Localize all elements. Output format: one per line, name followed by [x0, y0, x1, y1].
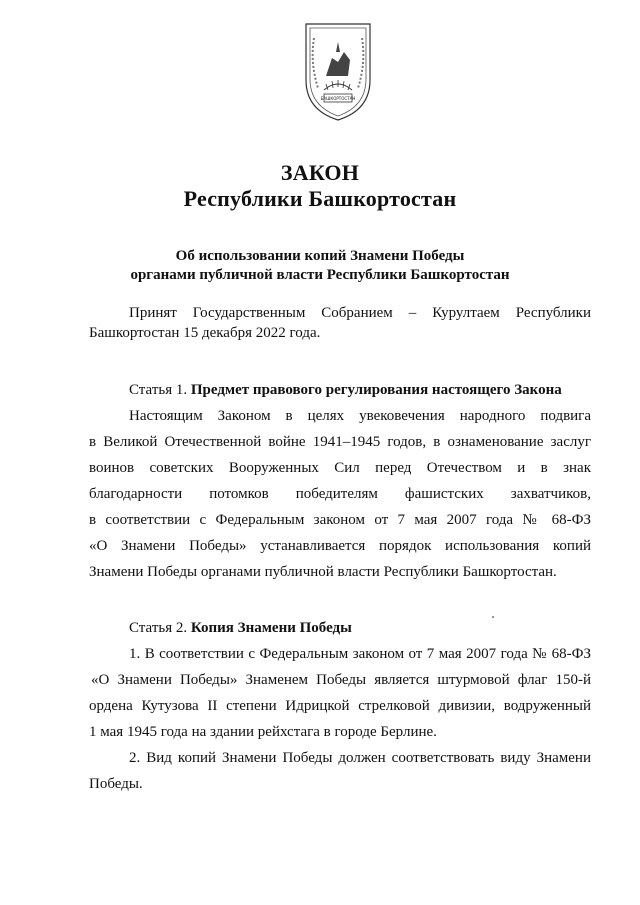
- adoption-line-2: Башкортостан 15 декабря 2022 года.: [89, 325, 321, 341]
- article-2-heading: [129, 620, 352, 637]
- article-2-line: 2. Вид копий Знамени Победы должен соответствовать виду Знамени: [129, 750, 591, 766]
- law-subtitle: Республики Башкортостан: [183, 186, 457, 211]
- article-1-line: благодарности потомков победителям фашистских захватчиков,: [89, 486, 591, 502]
- doc-title-line-1: Об использовании копий Знамени Победы: [175, 248, 465, 264]
- article-1-number: Статья 1.: [129, 382, 188, 398]
- article-1-heading: [129, 382, 562, 399]
- article-2-line: ордена Кутузова II степени Идрицкой стрелковой дивизии, водруженный: [89, 698, 591, 714]
- article-1-line: воинов советских Вооруженных Сил перед Отечеством и в знак: [89, 460, 591, 476]
- article-1-line: Настоящим Законом в целях увековечения народного подвига: [129, 408, 591, 424]
- article-1-line: в соответствии с Федеральным законом от 7 мая 2007 года № 68-ФЗ: [89, 512, 591, 528]
- article-2-line: 1. В соответствии с Федеральным законом от 7 мая 2007 года № 68-ФЗ: [129, 646, 591, 662]
- article-1-line: «О Знамени Победы» устанавливается порядок использования копий: [89, 538, 591, 554]
- article-2-title: Копия Знамени Победы: [190, 620, 352, 636]
- article-2-line: Победы.: [89, 776, 143, 792]
- coat-of-arms-emblem: [298, 18, 378, 122]
- law-title: ЗАКОН: [280, 160, 360, 185]
- scan-speck: [492, 616, 494, 618]
- article-1-line: Знамени Победы органами публичной власти Республики Башкортостан.: [89, 564, 557, 580]
- article-2-line: 1 мая 1945 года на здании рейхстага в городе Берлине.: [89, 724, 437, 740]
- article-2-line: «О Знамени Победы» Знаменем Победы является штурмовой флаг 150-й: [91, 672, 591, 688]
- article-1-title: Предмет правового регулирования настоящего Закона: [190, 382, 562, 398]
- emblem-caption: БАШКОРТОСТАН: [320, 96, 356, 101]
- article-2-number: Статья 2.: [129, 620, 188, 636]
- adoption-line-1: Принят Государственным Собранием – Курултаем Республики: [129, 305, 591, 321]
- article-1-line: в Великой Отечественной войне 1941–1945 годов, в ознаменование заслуг: [89, 434, 591, 450]
- doc-title-line-2: органами публичной власти Республики Башкортостан: [130, 267, 510, 283]
